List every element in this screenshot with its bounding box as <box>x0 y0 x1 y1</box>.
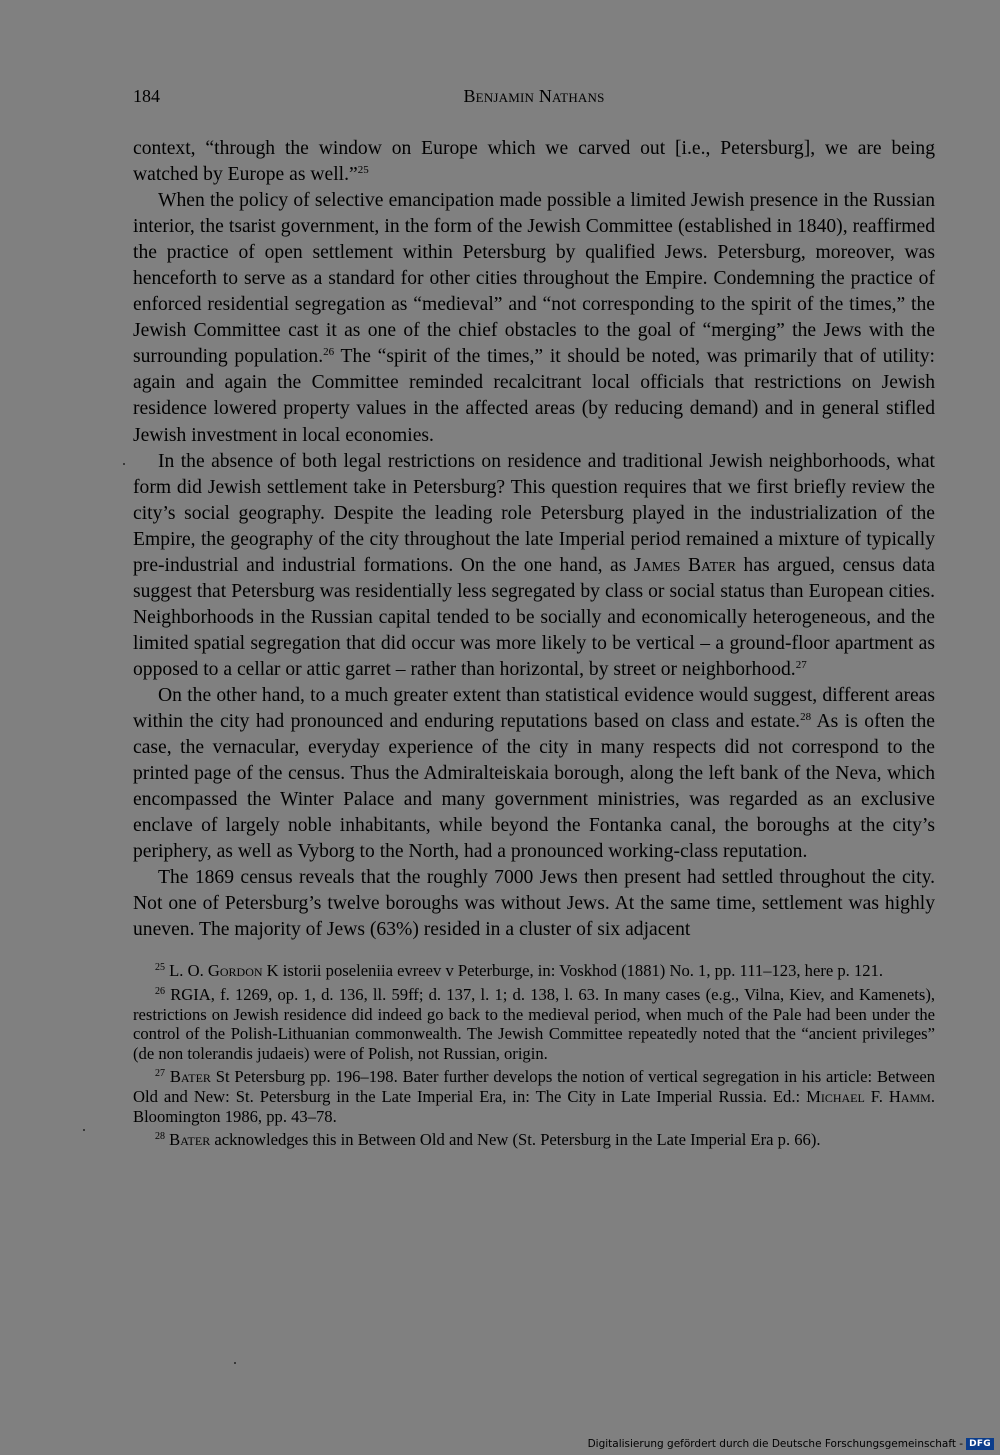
footnote-text: St Petersburg pp. 196–198. Bater further develops the notion of vertical segregation in his article: Between Old and New: St. Petersburg in the Late Imperial Era, in: The City in Late Imperial Russia. Ed.: <box>133 1067 935 1107</box>
paragraph-4-text-b: As is often the case, the vernacular, everyday experience of the city in many respects did not correspond to the printed page of the census. Thus the Admiralteiskaia borough, along the left bank of the Neva, which encompassed the Winter Palace and many government ministries, was regarded as an exclusive enclave of largely noble inhabitants, while beyond the Fontanka canal, the boroughs at the city’s periphery, as well as Vyborg to the North, had a pronounced working-class reputation. <box>133 711 935 863</box>
paragraph-5-text: The 1869 census reveals that the roughly 7000 Jews then present had settled throughout the city. Not one of Petersburg’s twelve boroughs was without Jews. At the same time, settlement was highly uneven. The majority of Jews (63%) resided in a cluster of six adjacent <box>133 867 935 941</box>
footnote-ref-25: 25 <box>357 164 369 177</box>
book-page <box>133 86 935 1154</box>
paragraph-4-text-a: On the other hand, to a much greater extent than statistical evidence would suggest, different areas within the city had pronounced and enduring reputations based on class and estate. <box>133 684 935 733</box>
footnote-ref-28: 28 <box>800 711 812 724</box>
paragraph-2-text-a: When the policy of selective emancipation made possible a limited Jewish presence in the Russian interior, the tsarist government, in the form of the Jewish Committee (established in 1840), reaffirmed the practice of open settlement within Petersburg by qualified Jews. Petersburg, moreover, was henceforth to serve as a standard for other cities throughout the Empire. Condemning the practice of enforced residential segregation as “medieval” and “not corresponding to the spirit of the times,” the Jewish Committee cast it as one of the chief obstacles to the goal of “merging” the Jews with the surrounding population. <box>133 190 935 368</box>
paragraph-3-text-a: In the absence of both legal restrictions on residence and traditional Jewish neighborhoods, what form did Jewish settlement take in Petersburg? This question requires that we first briefly review the city’s social geography. Despite the leading role Petersburg played in the industrialization of the Empire, the geography of the city throughout the late Imperial period remained a mixture of typically pre-industrial and industrial formations. On the one hand, as <box>133 450 935 576</box>
paragraph-1-text: context, “through the window on Europe which we carved out [i.e., Petersburg], we are being watched by Europe as well.” <box>133 138 935 186</box>
page-number: 184 <box>133 86 160 106</box>
footnote-number: 28 <box>155 1131 165 1143</box>
paragraph-2-text-b: The “spirit of the times,” it should be noted, was primarily that of utility: again and again the Committee reminded recalcitrant local officials that restrictions on Jewish residence lowered property values in the affected areas (by reducing demand) and in general stifled Jewish investment in local economies. <box>133 346 935 446</box>
footnote-28 <box>133 1130 935 1150</box>
footnote-author: Bater <box>169 1130 211 1150</box>
footnote-ref-26: 26 <box>323 346 335 359</box>
footnote-26 <box>133 985 935 1063</box>
paragraph-4 <box>133 683 935 865</box>
page-header <box>133 86 935 112</box>
footnote-text: RGIA, f. 1269, op. 1, d. 136, ll. 59ff; d. 137, l. 1; d. 138, l. 63. In many cases (e.g., Vilna, Kiev, and Kamenets), restrictions on Jewish residence did indeed go back to the medieval period, when much of the Pale had been under the control of the Polish-Lithuanian commonwealth. The Jewish Committee repeatedly noted that the “ancient privileges” (de non tolerandis judaeis) were of Polish, not Russian, origin. <box>133 985 935 1063</box>
dfg-logo: DFG <box>966 1438 994 1450</box>
footnote-number: 26 <box>155 986 165 998</box>
paragraph-3-text-b: has argued, census data suggest that Petersburg was residentially less segregated by class or social status than European cities. Neighborhoods in the Russian capital tended to be socially and economically heterogeneous, and the limited spatial segregation that did occur was more likely to be vertical – a ground-floor apartment as opposed to a cellar or attic garret – rather than horizontal, by street or neighborhood. <box>133 554 935 680</box>
footnote-text: acknowledges this in Between Old and New (St. Petersburg in the Late Imperial Era p. 66). <box>210 1130 821 1150</box>
footnote-editor: Michael F. Hamm <box>806 1087 931 1107</box>
author-name: James Bater <box>633 554 737 576</box>
running-head: Benjamin Nathans <box>463 86 605 106</box>
footnote-author: Bater <box>169 1067 211 1087</box>
scan-speck <box>123 463 125 465</box>
footnote-text: K istorii poseleniia evreev v Peterburge, in: Voskhod (1881) No. 1, pp. 111–123, here p. 121. <box>262 961 884 981</box>
paragraph-5 <box>133 865 935 943</box>
footnote-27 <box>133 1067 935 1126</box>
footnote-25 <box>133 961 935 981</box>
footnote-author: L. O. Gordon <box>169 961 263 981</box>
footnotes <box>133 961 935 1149</box>
scan-speck <box>83 1129 85 1131</box>
scan-speck <box>234 1362 236 1364</box>
digitization-credit <box>588 1437 994 1451</box>
footnote-text-end: . Bloomington 1986, pp. 43–78. <box>133 1087 935 1126</box>
paragraph-3 <box>133 449 935 683</box>
footnote-number: 25 <box>155 962 165 974</box>
digitization-credit-text: Digitalisierung gefördert durch die Deutsche Forschungsgemeinschaft - <box>587 1438 964 1450</box>
paragraph-1 <box>133 136 935 188</box>
footnote-ref-27: 27 <box>795 658 807 671</box>
body-text <box>133 136 935 943</box>
paragraph-2 <box>133 188 935 448</box>
footnote-number: 27 <box>155 1068 165 1080</box>
